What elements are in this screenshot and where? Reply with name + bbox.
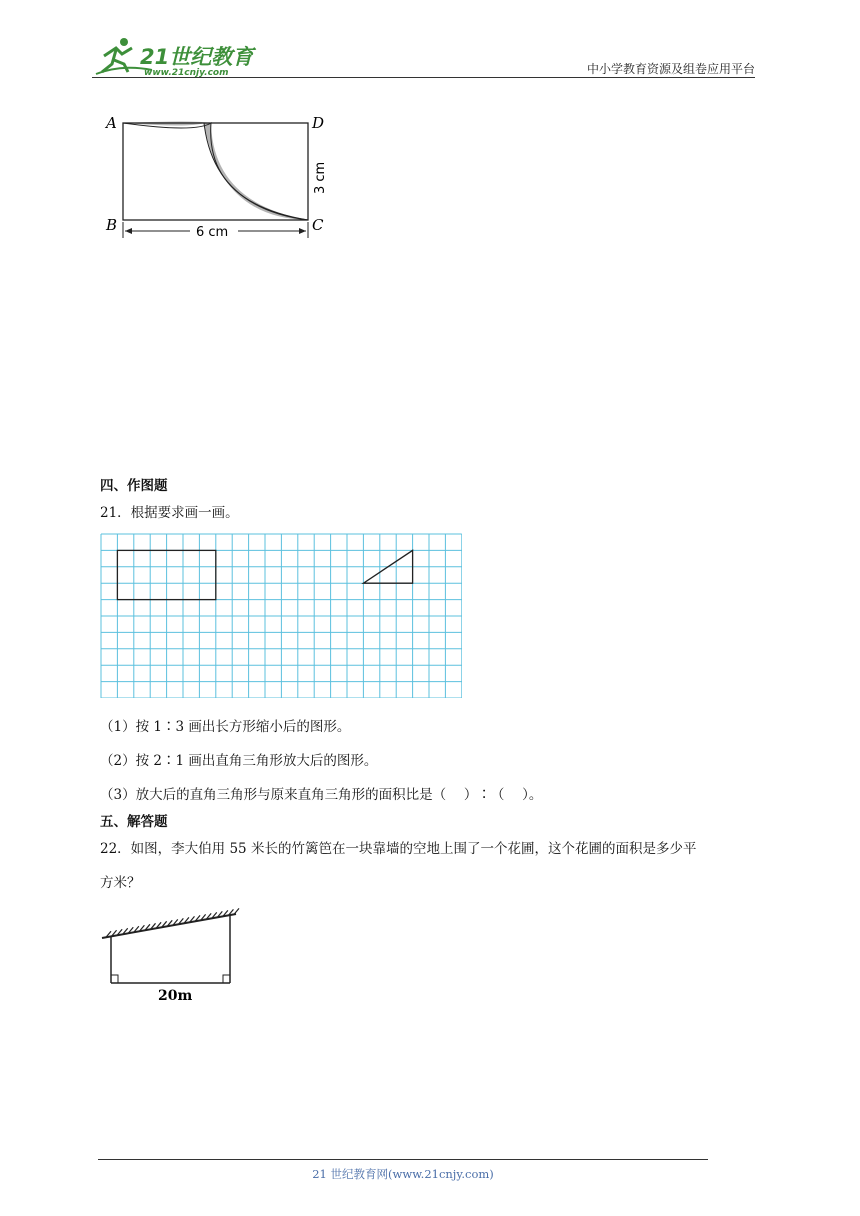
rectangle-abcd [123,123,308,220]
label-d: D [312,114,325,132]
right-angle-right [223,975,230,983]
question21-sub2: （2）按 2∶1 画出直角三角形放大后的图形。 [100,753,378,769]
section5-title: 五、解答题 [100,814,168,830]
section4-title: 四、作图题 [100,478,168,494]
width-label: 6 cm [196,225,229,240]
question21-sub1: （1）按 1∶3 画出长方形缩小后的图形。 [100,719,351,735]
hatch-mark [234,908,239,914]
height-label: 3 cm [313,161,328,194]
footer-text: 21 世纪教育网(www.21cnjy.com) [312,1167,494,1181]
logo-title: 21世纪教育 [140,45,254,69]
label-b: B [106,216,118,234]
right-angle-left [111,975,118,983]
header-platform-text: 中小学教育资源及组卷应用平台 [586,62,755,76]
label-a: A [106,114,117,132]
question21-text: 21．根据要求画一画。 [100,505,239,521]
question22-line2: 方米？ [100,875,141,891]
arc-left [123,123,308,220]
question22-line1: 22．如图，李大伯用 55 米长的竹篱笆在一块靠墙的空地上围了一个花圃，这个花圃的面积是多少平 [100,841,697,857]
question20-figure [100,108,340,244]
wall-line [102,914,236,938]
footer-divider [98,1159,708,1160]
bottom-length-label: 20m [158,988,193,1004]
logo-url: www.21cnjy.com [144,68,229,78]
question21-sub3: （3）放大后的直角三角形与原来直角三角形的面积比是（ ）∶（ ）。 [100,787,543,803]
question22-figure [98,905,240,1005]
shaded-region [123,122,308,221]
site-logo [92,34,262,78]
header-divider [92,77,755,78]
question21-grid [100,533,462,698]
label-c: C [312,216,324,234]
